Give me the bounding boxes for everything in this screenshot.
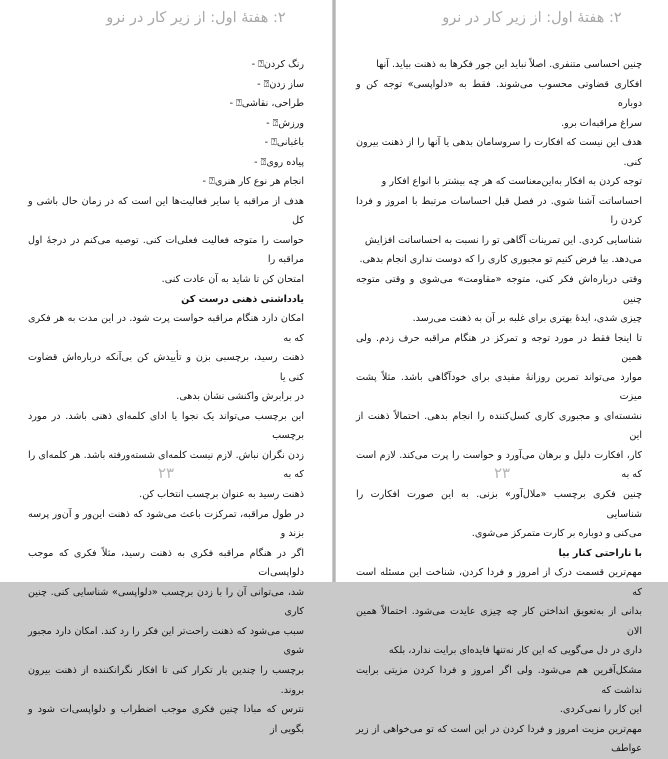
text-line: در برابرش واکنشی نشان بدهی. xyxy=(176,391,304,403)
list-item: طراحی، نقاشی⍰ - xyxy=(229,98,304,110)
text-line: مهم‌ترین مزیت امروز و فردا کردن در این است که تو می‌خواهی از زیر عواطف xyxy=(356,723,642,755)
right-body-text xyxy=(356,55,642,759)
text-line: تا اینجا فقط در مورد توجه و تمرکز در هنگام مراقبه حرف زدم. ولی همین xyxy=(356,332,642,364)
text-line: شناسایی کردی. این تمرینات آگاهی تو را نسبت به احساساتت افزایش xyxy=(364,234,642,246)
section-heading: با ناراحتی کنار بیا xyxy=(558,547,642,559)
left-page-number: ۲۳ xyxy=(157,464,175,482)
text-line: چنین فکری برچسب «ملال‌آور» بزنی. به این صورت افکارت را شناسایی xyxy=(356,489,642,520)
text-line: ذهنت رسید، برچسبی بزن و تأییدش کن بی‌آنکه درباره‌اش قضاوت کنی یا xyxy=(28,352,304,383)
text-line: در طول مراقبه، تمرکزت باعث می‌شود که ذهنت این‌ور و آن‌ور پرسه بزند و xyxy=(28,508,304,540)
text-line: مهم‌ترین قسمت درک از امروز و فردا کردن، شناخت این مسئله است که xyxy=(356,567,642,598)
section-heading: یادداشتی ذهنی درست کن xyxy=(181,293,304,305)
text-line: احساساتت آشنا شوی. در فصل قبل احساسات مرتبط با امروز و فردا کردن را xyxy=(356,195,642,227)
list-item: پیاده روی⍰ - xyxy=(254,156,304,168)
text-line: وقتی درباره‌اش فکر کنی، متوجه «مقاومت» می‌شوی و وقتی متوجه چنین xyxy=(356,274,642,305)
text-line: می‌دهد. بیا فرض کنیم تو مجبوری کاری را که دوست نداری انجام بدهی. xyxy=(359,254,642,266)
text-line: برچسب را چندین بار تکرار کنی تا افکار نگرانکننده از ذهنت بیرون بروند. xyxy=(28,664,304,696)
left-page xyxy=(0,0,332,735)
text-line: زدن نگران نباش. لازم نیست کلمه‌ای شسته‌ورفته باشد. هر کلمه‌ای را که به xyxy=(28,449,304,481)
list-item: ساز زدن⍰ - xyxy=(257,78,304,90)
text-line: هدف این نیست که افکارت را سروسامان بدهی یا آنها را از ذهنت بیرون کنی. xyxy=(356,137,642,168)
text-line: امکان دارد هنگام مراقبه حواست پرت شود. در این مدت به هر فکری که به xyxy=(28,313,304,344)
list-item: ورزش⍰ - xyxy=(266,117,304,129)
left-running-header: ۲: هفتهٔ اول: از زیر کار در نرو xyxy=(106,10,286,26)
text-line: سبب می‌شود که ذهنت راحت‌تر این فکر را رد کند. امکان دارد مجبور شوی xyxy=(28,625,304,657)
text-line: کار، افکارت دلیل و برهان می‌آورد و حواست را پرت می‌کند. لازم است که به xyxy=(356,449,642,481)
text-line: این کار را نمی‌کردی. xyxy=(559,704,642,716)
text-line: موارد می‌تواند تمرین روزانهٔ مفیدی برای خودآگاهی باشد. مثلاً پشت میزت xyxy=(356,371,642,403)
text-line: امتحان کن تا شاید به آن عادت کنی. xyxy=(161,274,304,286)
text-line: توجه کردن به افکار به‌این‌معناست که هر چه بیشتر با انواع افکار و xyxy=(381,176,642,188)
right-page xyxy=(336,0,668,755)
list-item: باغبانی⍰ - xyxy=(264,137,304,149)
text-line: شد، می‌توانی آن را با زدن برچسب «دلواپسی» شناسایی کنی. چنین کاری xyxy=(28,586,304,618)
text-line: بدانی از به‌تعویق انداختن کار چه چیزی عایدت می‌شود. احتمالاً همین الان xyxy=(356,606,642,637)
text-line: چیزی شدی، ایدهٔ بهتری برای غلبه بر آن به ذهنت می‌رسد. xyxy=(412,313,642,325)
text-line: مشکل‌آفرین هم می‌شود. ولی اگر امروز و فردا کردن مزیتی برایت نداشت که xyxy=(356,664,642,696)
text-line: هدف از مراقبه یا سایر فعالیت‌ها این است که در زمان حال باشی و کل xyxy=(28,195,304,227)
right-running-header: ۲: هفتهٔ اول: از زیر کار در نرو xyxy=(442,10,622,26)
text-line: سراغ مراقبه‌ات برو. xyxy=(561,117,642,129)
text-line: نشسته‌ای و مجبوری کاری کسل‌کننده را انجام بدهی. احتمالاً ذهنت از این xyxy=(356,410,642,442)
list-item: انجام هر نوع کار هنری⍰ - xyxy=(202,176,304,188)
left-body-text xyxy=(28,55,304,739)
text-line: افکاری قضاوتی محسوب می‌شوند. فقط به «دلواپسی» توجه کن و دوباره xyxy=(356,78,642,110)
right-page-number: ۲۳ xyxy=(493,464,511,482)
text-line: حواست را متوجه فعالیت فعلی‌ات کنی. توصیه می‌کنم در درجهٔ اول مراقبه را xyxy=(28,234,304,266)
text-line: اگر در هنگام مراقبه فکری به ذهنت رسید، مثلاً فکری که موجب دلواپسی‌ات xyxy=(28,547,304,579)
activity-list xyxy=(28,55,304,192)
text-line: نترس که مبادا چنین فکری موجب اضطراب و دلواپسی‌ات شود و بگویی از xyxy=(28,704,304,735)
list-item: رنگ کردن⍰ - xyxy=(251,59,304,70)
text-line: چنین احساسی متنفری. اصلاً نباید این جور فکرها به ذهنت بیاید. آنها xyxy=(376,59,642,70)
text-line: می‌کنی و دوباره بر کارت متمرکز می‌شوی. xyxy=(471,528,642,540)
text-line: داری در دل می‌گویی که این کار نه‌تنها فایده‌ای برایت ندارد، بلکه xyxy=(388,645,642,657)
text-line: ذهنت رسید به عنوان برچسب انتخاب کن. xyxy=(139,489,304,501)
text-line: این برچسب می‌تواند یک نجوا یا ادای کلمه‌ای ذهنی باشد. در مورد برچسب xyxy=(28,410,304,442)
